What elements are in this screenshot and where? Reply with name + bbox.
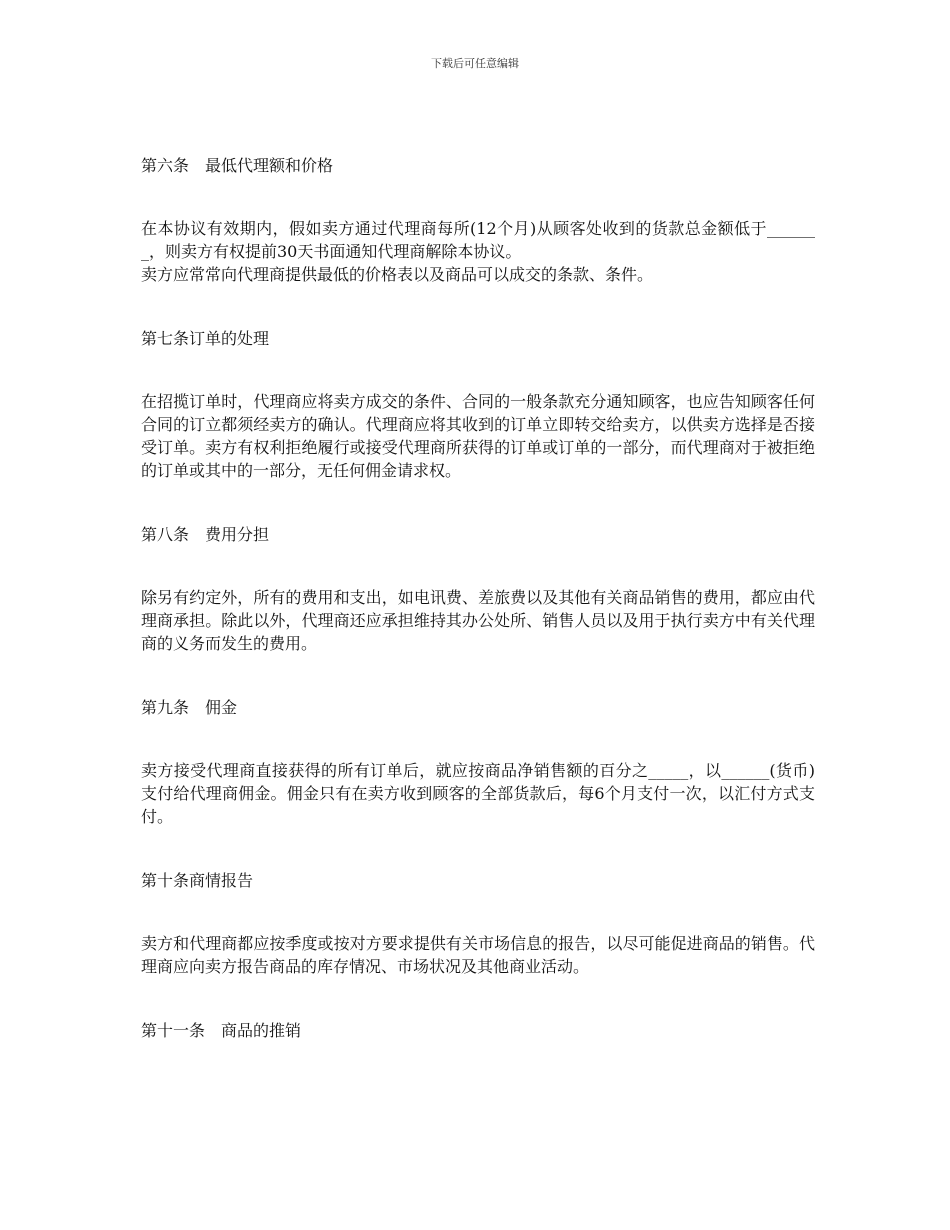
section-10 <box>141 869 815 978</box>
document-body <box>141 154 815 1043</box>
section-heading: 第十条商情报告 <box>141 871 254 890</box>
section-paragraph: 卖方应常常向代理商提供最低的价格表以及商品可以成交的条款、条件。 <box>141 265 654 284</box>
page-header: 下载后可任意编辑 <box>431 57 519 70</box>
section-paragraph: 除另有约定外，所有的费用和支出，如电讯费、差旅费以及其他有关商品销售的费用，都应由代理商承担。除此以外，代理商还应承担维持其办公处所、销售人员以及用于执行卖方中有关代理商的义务而发生的费用。 <box>141 588 815 653</box>
section-paragraph: 在招揽订单时，代理商应将卖方成交的条件、合同的一般条款充分通知顾客，也应告知顾客任何合同的订立都须经卖方的确认。代理商应将其收到的订单立即转交给卖方，以供卖方选择是否接受订单。卖方有权利拒绝履行或接受代理商所获得的订单或订单的一部分，而代理商对于被拒绝的订单或其中的一部分，无任何佣金请求权。 <box>141 392 815 480</box>
section-heading: 第七条订单的处理 <box>141 329 270 348</box>
section-heading: 第六条 最低代理额和价格 <box>141 156 334 175</box>
section-heading: 第八条 费用分担 <box>141 525 270 544</box>
section-heading: 第十一条 商品的推销 <box>141 1021 302 1040</box>
section-8 <box>141 523 815 655</box>
section-11 <box>141 1019 815 1043</box>
section-paragraph: 在本协议有效期内，假如卖方通过代理商每所(12个月)从顾客处收到的货款总金额低于_______，则卖方有权提前30天书面通知代理商解除本协议。 <box>141 219 815 261</box>
section-paragraph: 卖方接受代理商直接获得的所有订单后，就应按商品净销售额的百分之_____，以______(货币)支付给代理商佣金。佣金只有在卖方收到顾客的全部货款后，每6个月支付一次，以汇付方式支付。 <box>141 761 815 826</box>
section-7 <box>141 327 815 482</box>
section-paragraph: 卖方和代理商都应按季度或按对方要求提供有关市场信息的报告，以尽可能促进商品的销售。代理商应向卖方报告商品的库存情况、市场状况及其他商业活动。 <box>141 934 815 976</box>
section-heading: 第九条 佣金 <box>141 698 238 717</box>
section-6 <box>141 154 815 286</box>
section-9 <box>141 696 815 828</box>
